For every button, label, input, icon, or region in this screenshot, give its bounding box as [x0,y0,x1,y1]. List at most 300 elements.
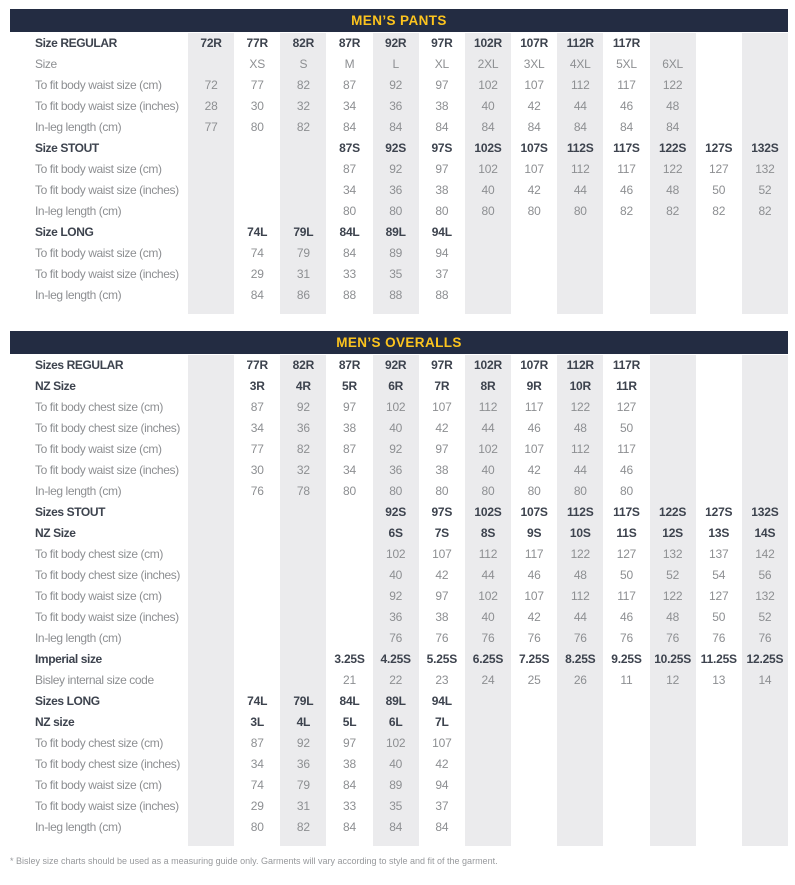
size-cell: 78 [280,481,326,502]
mens-overalls-body [10,355,788,846]
size-cell [234,523,280,544]
size-cell: 50 [619,568,633,582]
size-cell: 80 [435,484,449,498]
size-cell [326,607,372,628]
size-cell: 40 [465,96,511,117]
size-cell [650,418,696,439]
size-cell [188,285,234,306]
size-cell [557,838,603,846]
size-cell [188,397,234,418]
size-cell [696,796,742,817]
table-row [10,775,788,796]
size-cell: 8R [465,376,511,397]
size-cell [326,586,372,607]
size-cell: 122 [557,397,603,418]
size-cell: 40 [373,418,419,439]
size-cell [373,838,419,846]
size-cell: 122 [650,586,696,607]
size-cell [465,838,511,846]
size-cell: 46 [619,99,633,113]
size-cell [650,222,696,243]
size-cell: 79 [280,243,326,264]
size-cell: 50 [619,421,633,435]
size-cell [465,733,511,754]
size-cell: 77 [188,117,234,138]
size-cell [696,376,742,397]
size-cell: 36 [280,754,326,775]
size-cell: 9S [527,526,542,540]
size-cell: 107S [520,505,548,519]
size-cell [280,649,326,670]
size-cell: 117S [613,505,640,519]
size-cell [234,180,280,201]
row-label: Size REGULAR [35,36,117,50]
size-cell [188,460,234,481]
row-label: Size LONG [35,225,94,239]
table-row [10,264,788,285]
row-label: In-leg length (cm) [35,820,122,834]
size-cell: XS [249,57,266,71]
row-label: To fit body waist size (inches) [35,799,179,813]
size-cell [696,355,742,376]
size-cell: 112 [465,544,511,565]
size-cell: 117R [612,36,641,50]
size-cell [557,712,603,733]
size-cell [234,649,280,670]
size-cell: 76 [250,484,264,498]
size-cell [280,159,326,180]
size-cell: 117 [524,400,544,414]
row-label: To fit body waist size (inches) [35,99,179,113]
size-cell [280,628,326,649]
size-cell: 40 [465,180,511,201]
size-cell: 102S [465,502,511,523]
size-cell [557,691,603,712]
size-cell [603,306,649,314]
size-cell [557,264,603,285]
size-cell: 80 [373,481,419,502]
size-cell: 8.25S [557,649,603,670]
size-cell: 12.25S [742,649,788,670]
size-cell: 36 [280,418,326,439]
size-cell: M [344,57,355,71]
size-cell [742,796,788,817]
row-label: To fit body chest size (cm) [35,547,163,561]
size-cell: 82 [712,204,726,218]
size-cell: 12S [650,523,696,544]
size-cell: 102R [465,355,511,376]
size-cell [234,159,280,180]
size-cell [280,838,326,846]
size-cell [742,33,788,54]
table-row [10,586,788,607]
size-cell [650,397,696,418]
size-cell: 112R [557,33,603,54]
size-cell [742,481,788,502]
size-cell: 132 [742,159,788,180]
size-cell [696,96,742,117]
size-cell [511,733,557,754]
size-cell [696,754,742,775]
size-cell [188,376,234,397]
size-cell: 97 [435,78,449,92]
size-cell [188,502,234,523]
size-cell: 80 [465,481,511,502]
size-cell: 3R [249,379,265,393]
size-cell [234,138,280,159]
table-row [10,817,788,838]
size-cell: 11.25S [700,652,737,666]
size-cell [696,817,742,838]
size-cell: 7L [435,715,449,729]
size-cell: 102 [465,159,511,180]
row-label: To fit body waist size (inches) [35,463,179,477]
footnote: * Bisley size charts should be used as a measuring guide only. Garments will vary according to style and fit of the garment. [10,856,498,866]
row-label: Size [35,57,57,71]
size-cell: 76 [527,631,541,645]
size-cell: 80 [343,204,356,218]
size-cell: 112 [557,439,603,460]
table-row [10,201,788,222]
size-cell: 79L [280,222,326,243]
size-cell: 77 [250,442,264,456]
size-cell: 14S [742,523,788,544]
size-cell [742,439,788,460]
size-cell: 84 [527,120,541,134]
size-cell: 74L [247,225,268,239]
size-cell: 10.25S [650,649,696,670]
size-cell [280,201,326,222]
size-cell: 117 [524,547,544,561]
size-cell [280,306,326,314]
size-cell: 127 [616,547,637,561]
size-cell [188,481,234,502]
table-row [10,397,788,418]
size-cell [557,754,603,775]
size-cell: 97R [431,36,453,50]
size-cell [742,285,788,306]
size-cell: 24 [465,670,511,691]
row-label: To fit body waist size (inches) [35,267,179,281]
size-cell [742,691,788,712]
size-cell [280,138,326,159]
size-cell: 31 [280,264,326,285]
size-cell: 74 [250,778,264,792]
size-cell: 9R [526,379,542,393]
size-cell: 21 [343,673,356,687]
size-cell: 29 [250,799,264,813]
size-cell [280,502,326,523]
size-cell: 42 [527,463,541,477]
size-cell: 80 [619,484,633,498]
size-cell: 97S [431,141,453,155]
size-cell: 12 [650,670,696,691]
size-cell [465,691,511,712]
table-row [10,544,788,565]
mens-overalls-table [10,331,788,846]
row-label [10,306,188,314]
size-cell: 84L [339,694,360,708]
size-cell: 87R [338,36,361,50]
size-cell [650,355,696,376]
mens-overalls-header [10,331,788,354]
size-cell: 36 [373,180,419,201]
size-cell [234,670,280,691]
row-label: NZ size [35,715,75,729]
size-cell: 87S [339,141,360,155]
size-cell: 84 [465,117,511,138]
size-cell [280,544,326,565]
size-cell: 84 [250,288,264,302]
size-cell: 80 [250,120,264,134]
size-cell [603,691,649,712]
size-cell: 97 [435,442,449,456]
size-cell [511,712,557,733]
size-cell [603,838,649,846]
size-cell [557,306,603,314]
size-cell: 80 [527,484,541,498]
size-cell [742,397,788,418]
size-cell: 132 [650,544,696,565]
size-cell [326,628,372,649]
size-cell: 82 [619,204,633,218]
row-label: To fit body waist size (cm) [35,78,162,92]
size-cell: 54 [712,568,726,582]
size-cell: 127 [616,400,637,414]
size-cell: 13 [712,673,726,687]
size-cell [603,754,649,775]
size-cell: XL [434,57,449,71]
size-cell: 79L [280,691,326,712]
size-cell [603,817,649,838]
table-row [10,180,788,201]
size-cell: 30 [250,99,264,113]
size-cell: 87R [338,358,361,372]
size-cell: 88 [373,285,419,306]
size-cell: 38 [343,421,356,435]
size-cell [234,201,280,222]
size-cell [557,285,603,306]
size-cell: 92S [373,138,419,159]
size-cell: 14 [742,670,788,691]
size-cell [742,733,788,754]
size-cell [696,775,742,796]
table-row [10,159,788,180]
size-cell [511,817,557,838]
size-cell [557,817,603,838]
size-cell [650,733,696,754]
size-cell [234,838,280,846]
size-cell: 82R [280,355,326,376]
size-cell: 80 [343,484,356,498]
size-cell: L [373,54,419,75]
size-cell: 92 [373,75,419,96]
size-cell [419,306,465,314]
size-cell: 34 [343,183,356,197]
size-cell [650,796,696,817]
size-cell: 80 [250,820,264,834]
size-cell: 3L [250,715,265,729]
size-cell: 82 [280,817,326,838]
size-cell: 80 [557,201,603,222]
size-cell: 48 [650,607,696,628]
size-cell [511,775,557,796]
size-cell: 72R [188,33,234,54]
size-cell [188,544,234,565]
size-cell [326,838,372,846]
size-cell: 92R [373,355,419,376]
row-label: In-leg length (cm) [35,484,122,498]
size-cell: 77R [246,358,268,372]
mens-pants-table [10,9,788,314]
size-cell: 87 [343,442,356,456]
size-cell [188,565,234,586]
size-cell: 117 [617,442,636,456]
mens-pants-title: MEN’S PANTS [351,13,447,28]
size-cell: 37 [435,799,449,813]
size-cell: 107 [432,547,452,561]
size-cell: 84 [650,117,696,138]
size-cell: 84 [557,117,603,138]
size-cell: 107R [520,358,549,372]
size-cell: 84 [343,120,356,134]
size-cell: 77R [246,36,268,50]
size-cell [465,243,511,264]
size-cell: 3XL [523,57,545,71]
size-cell: 76 [650,628,696,649]
size-cell [511,285,557,306]
size-cell [188,712,234,733]
size-cell: 50 [712,610,726,624]
size-cell: 76 [712,631,726,645]
size-cell: 82 [280,75,326,96]
size-cell [188,159,234,180]
size-cell: 122 [557,544,603,565]
size-cell [188,586,234,607]
row-label: In-leg length (cm) [35,631,122,645]
size-cell [188,54,234,75]
size-cell [188,418,234,439]
size-cell [373,306,419,314]
size-cell: 88 [435,288,449,302]
size-cell [742,117,788,138]
size-cell: 28 [188,96,234,117]
size-cell [742,75,788,96]
table-row [10,565,788,586]
size-cell: 44 [557,460,603,481]
size-cell: 97S [431,505,453,519]
size-cell: 84 [435,120,449,134]
size-cell: 5XL [616,57,637,71]
size-cell [280,180,326,201]
size-cell [696,460,742,481]
size-cell [511,796,557,817]
size-cell [188,607,234,628]
size-cell: 40 [373,565,419,586]
table-row [10,691,788,712]
size-cell [742,222,788,243]
size-cell [188,649,234,670]
size-cell: 122 [650,159,696,180]
size-cell: 92 [280,397,326,418]
size-cell [650,754,696,775]
size-cell [742,355,788,376]
size-cell: 127 [709,162,729,176]
size-cell [188,264,234,285]
size-cell: 112S [557,502,603,523]
size-cell [650,439,696,460]
table-row [10,376,788,397]
size-cell: 11 [620,673,633,687]
size-cell [696,838,742,846]
size-cell: 94L [431,225,452,239]
size-cell: 107 [432,400,452,414]
size-cell: 42 [527,183,541,197]
size-cell: 87 [343,162,356,176]
size-cell [188,201,234,222]
size-cell [650,712,696,733]
size-cell: 84 [373,117,419,138]
size-cell [188,670,234,691]
size-cell: 102 [465,439,511,460]
size-cell: 48 [557,418,603,439]
size-cell: 117S [613,141,640,155]
size-cell [188,838,234,846]
table-row [10,439,788,460]
size-cell: 34 [250,421,264,435]
size-cell [326,523,372,544]
size-cell: 32 [280,96,326,117]
size-cell: 4.25S [373,649,419,670]
size-cell: 74 [250,246,264,260]
table-row [10,33,788,54]
size-cell: 30 [250,463,264,477]
size-cell [511,691,557,712]
size-cell [465,796,511,817]
size-cell: 5R [342,379,357,393]
row-label: To fit body waist size (cm) [35,442,162,456]
table-row [10,355,788,376]
size-cell [742,418,788,439]
size-cell [188,796,234,817]
size-cell [188,817,234,838]
size-cell [603,775,649,796]
table-row [10,502,788,523]
size-cell [465,754,511,775]
size-cell [650,460,696,481]
table-row [10,418,788,439]
size-cell [188,355,234,376]
size-cell [511,306,557,314]
size-cell: 80 [373,201,419,222]
size-cell: 84 [373,817,419,838]
size-cell: S [280,54,326,75]
row-label: Imperial size [35,652,102,666]
size-cell [742,243,788,264]
size-cell: 44 [557,96,603,117]
size-cell [742,838,788,846]
table-row [10,481,788,502]
size-cell: 89L [373,691,419,712]
size-cell [326,565,372,586]
size-cell: 127 [709,589,729,603]
size-cell [742,712,788,733]
size-cell [696,54,742,75]
size-cell: 42 [435,568,449,582]
size-cell: 82 [650,201,696,222]
row-label: To fit body chest size (inches) [35,421,181,435]
row-label: In-leg length (cm) [35,288,122,302]
